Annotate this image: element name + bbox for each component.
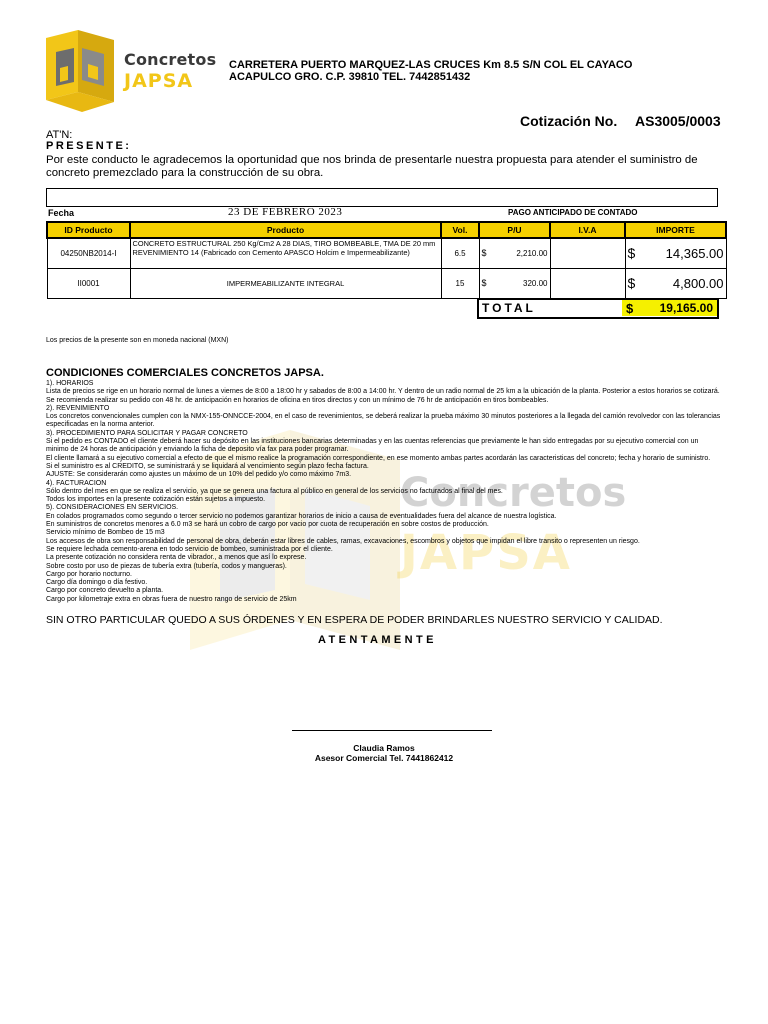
row-vol: 15 <box>441 268 479 298</box>
watermark-text-japsa: JAPSA <box>400 525 572 581</box>
conditions-line: AJUSTE: Se considerarán como ajustes un máximo de un 10% del pedido y/o como máximo 7m3. <box>46 471 352 479</box>
row-id: II0001 <box>47 268 130 298</box>
row-iva <box>550 238 625 268</box>
col-header-iva: I.V.A <box>550 222 625 238</box>
row-vol: 6.5 <box>441 238 479 268</box>
row-id: 04250NB2014-I <box>47 238 130 268</box>
conditions-line: 4). FACTURACION <box>46 479 107 487</box>
total-amount: $ 19,165.00 <box>622 300 717 316</box>
japsa-logo-mark-icon <box>38 30 122 120</box>
closing-statement: SIN OTRO PARTICULAR QUEDO A SUS ÓRDENES Y EN ESPERA DE PODER BRINDARLES NUESTRO SERVICIO Y CALIDAD. <box>46 614 663 626</box>
signer-name: Claudia Ramos <box>353 743 415 753</box>
conditions-line: Cargo por horario nocturno. <box>46 570 132 578</box>
signature-line <box>292 730 492 731</box>
row-unit-price: $ 2,210.00 <box>479 238 550 268</box>
conditions-line: 3). PROCEDIMIENTO PARA SOLICITAR Y PAGAR CONCRETO <box>46 429 248 437</box>
payment-terms: PAGO ANTICIPADO DE CONTADO <box>508 208 638 217</box>
date-label: Fecha <box>48 208 75 218</box>
conditions-line: Todos los importes en la presente cotización están sujetos a impuesto. <box>46 496 266 504</box>
col-header-id: ID Producto <box>47 222 130 238</box>
conditions-line: Si el suministro es al CREDITO, se suministrará y se liquidará al vencimiento según plazo fecha factura. <box>46 462 369 470</box>
row-product: CONCRETO ESTRUCTURAL 250 Kg/Cm2 A 28 DIAS, TIRO BOMBEABLE, TMA DE 20 mm REVENIMIENTO 14 (Fabricado con Cemento APASCO Holcim e Impermeabilizante) <box>130 238 441 268</box>
table-row <box>47 268 726 298</box>
conditions-title: CONDICIONES COMERCIALES CONCRETOS JAPSA. <box>46 367 324 379</box>
sign-off: ATENTAMENTE <box>318 634 437 646</box>
conditions-line: Lista de precios se rige en un horario normal de lunes a viernes de 8:00 a 18:00 hr y sabados de 8:00 a 14:00 hr. Y dentro de un radio normal de 25 km a la ubicación de la planta. Posterior a estos horarios se cotizará. Se recomienda realizar su pedido con 48 hr. de anticipación en horarios de oficina en tiros directos y con un mínimo de 76 hr de anticipación en tiros bombeables. <box>46 388 720 404</box>
conditions-line: Se requiere lechada cemento-arena en todo servicio de bombeo, suministrada por el cliente. <box>46 545 333 553</box>
intro-paragraph: Por este conducto le agradecemos la oportunidad que nos brinda de presentarle nuestra propuesta para atender el suministro de concreto premezclado para la construcción de su obra. <box>46 154 698 179</box>
signer-role: Asesor Comercial Tel. 7441862412 <box>314 753 454 763</box>
conditions-line: El cliente llamará a su ejecutivo comercial a efecto de que el mismo realice la programación correspondiente, en ese momento ambas partes acordarán las caracteristicas del concreto; fecha y horario de suministro. <box>46 454 711 462</box>
conditions-line: 2). REVENIMIENTO <box>46 404 110 412</box>
conditions-line: 1). HORARIOS <box>46 380 94 387</box>
table-header-row <box>47 222 726 238</box>
row-product: IMPERMEABILIZANTE INTEGRAL <box>130 268 441 298</box>
conditions-line: 5). CONSIDERACIONES EN SERVICIOS. <box>46 504 179 512</box>
conditions-line: La presente cotización no considera renta de vibrador., a menos que así lo exprese. <box>46 554 307 562</box>
col-header-product: Producto <box>130 222 441 238</box>
row-iva <box>550 268 625 298</box>
row-importe: $ 14,365.00 <box>625 238 726 268</box>
total-label: TOTAL <box>482 301 536 315</box>
client-box <box>46 188 718 207</box>
logo-text-japsa: JAPSA <box>124 70 194 92</box>
currency-note: Los precios de la presente son en moneda nacional (MXN) <box>46 337 229 344</box>
conditions-line: En colados programados como segundo o tercer servicio no podemos garantizar horarios de inicio a causa de eventualidades fuera del alcance de nuestra logística. <box>46 512 557 520</box>
conditions-line: Sólo dentro del mes en que se realiza el servicio, ya que se genera una factura al público en general de los servicios no facturados al final del mes. <box>46 487 503 495</box>
conditions-line: Los accesos de obra son responsabilidad de personal de obra, deberán estar libres de cables, ramas, excavaciones, escombros y objetos que impidan el libre transito o representen un riesgo. <box>46 537 640 545</box>
conditions-line: Sobre costo por uso de piezas de tubería extra (tubería, codos y mangueras). <box>46 562 287 570</box>
watermark-text-concretos: Concretos <box>400 470 627 516</box>
quote-number-label: Cotización No. <box>520 113 618 129</box>
conditions-line: Servicio mínimo de Bombeo de 15 m3 <box>46 529 165 537</box>
company-address <box>229 59 632 83</box>
conditions-line: Si el pedido es CONTADO el cliente deberá hacer su depósito en las instituciones bancarias determinadas y en las cuentas referencias que previamente le han sido entregadas por su ejecutivo comercial con un minimo de 24 horas de anticipación y enviando la ficha de deposito vía fax para poder programar. <box>46 438 699 454</box>
date-value: 23 DE FEBRERO 2023 <box>228 206 343 218</box>
row-unit-price: $ 320.00 <box>479 268 550 298</box>
conditions-line: Cargo día domingo o día festivo. <box>46 579 148 587</box>
quote-table <box>46 221 727 299</box>
table-row <box>47 238 726 268</box>
conditions-line: Los concretos convencionales cumplen con la NMX-155-ONNCCE-2004, en el caso de revenimientos, se deberá realizar la prueba máximo 30 minutos posteriores a la llegada del camión revolvedor con las tolerancias especificadas en la norma anterior. <box>46 413 721 429</box>
attention-label: AT'N: <box>46 129 73 141</box>
conditions-list <box>46 380 722 604</box>
col-header-vol: Vol. <box>441 222 479 238</box>
conditions-line: Cargo por kilometraje extra en obras fuera de nuestro rango de servicio de 25km <box>46 595 297 603</box>
conditions-line: En suministros de concretos menores a 6.0 m3 se hará un cobro de cargo por vacio por cuota de recuperación en sobre costos de producción. <box>46 521 489 529</box>
address-line-2: ACAPULCO GRO. C.P. 39810 TEL. 7442851432 <box>229 71 471 83</box>
col-header-importe: IMPORTE <box>625 222 726 238</box>
address-line-1: CARRETERA PUERTO MARQUEZ-LAS CRUCES Km 8.5 S/N COL EL CAYACO <box>229 59 633 71</box>
quote-number: AS3005/0003 <box>635 113 721 129</box>
presente-heading: PRESENTE: <box>46 140 132 152</box>
company-logo <box>38 30 218 125</box>
logo-text-concretos: Concretos <box>124 50 217 69</box>
row-importe: $ 4,800.00 <box>625 268 726 298</box>
col-header-pu: P/U <box>479 222 550 238</box>
conditions-line: Cargo por concreto devuelto a planta. <box>46 587 164 595</box>
